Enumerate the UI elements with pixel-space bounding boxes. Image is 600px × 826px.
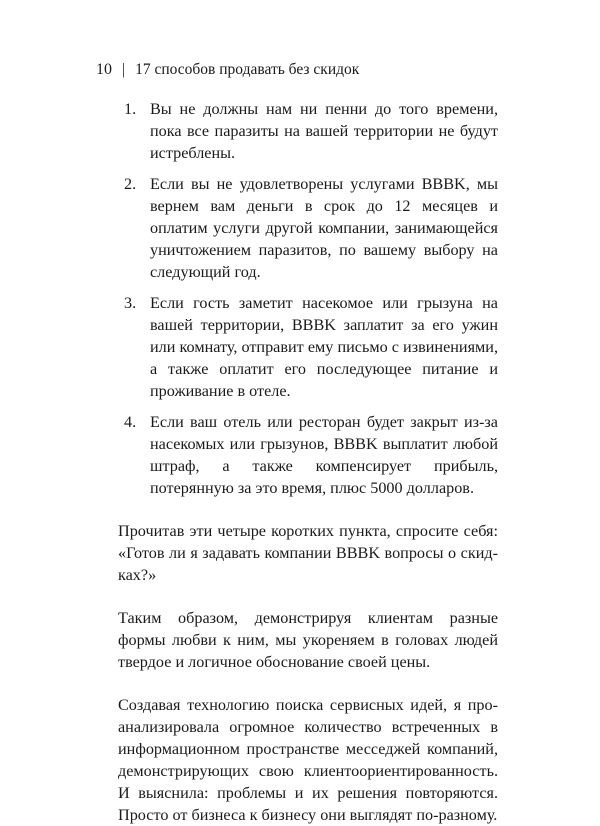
list-item-text: Если вы не удовлетворены услугами BBBK, мы вернем вам деньги в срок до 12 месяцев и оплатим услуги другой компании, занимающейся уничтожением паразитов, по вашему выбору на следующий год.	[150, 175, 498, 281]
list-item-number: 4.	[124, 413, 137, 431]
paragraph: Прочитав эти четыре коротких пункта, спросите себя: «Готов ли я задавать компании BBBK вопросы о скидках?»	[118, 522, 498, 584]
page-body	[118, 98, 498, 826]
list-item	[118, 173, 498, 283]
page-number: 10	[96, 61, 112, 78]
list-item-number: 3.	[124, 294, 137, 312]
paragraph: Создавая технологию поиска сервисных идей, я проанализировала огромное количество встреченных в информационном пространстве месседжей компаний, демонстрирующих свою клиентоориентированность. И выяснила: проблемы и их решения повторяются. Просто от бизнеса к бизнесу они выглядят по-разному.	[118, 696, 498, 824]
numbered-list	[118, 98, 498, 499]
running-head	[96, 60, 359, 80]
list-item-text: Если ваш отель или ресторан будет закрыт из-за насекомых или грызунов, BBBK выплатит любой штраф, а также компенсирует прибыль, потерянную за это время, плюс 5000 долларов.	[150, 413, 498, 497]
list-item-number: 1.	[124, 100, 137, 118]
list-item-text: Вы не должны нам ни пенни до того времени, пока все паразиты на вашей территории не будут истреблены.	[150, 100, 498, 162]
paragraph: Таким образом, демонстрируя клиентам разные формы любви к ним, мы укореняем в головах людей твердое и логичное обоснование своей цены.	[118, 609, 498, 671]
list-item	[118, 98, 498, 164]
book-title: 17 способов продавать без скидок	[135, 61, 360, 78]
header-separator: |	[122, 61, 126, 78]
list-item	[118, 292, 498, 402]
list-item-text: Если гость заметит насекомое или грызуна на вашей территории, BBBK заплатит за его ужин или комнату, отправит ему письмо с извинениями, а также оплатит его последующее питание и проживание в отеле.	[150, 294, 498, 400]
list-item-number: 2.	[124, 175, 137, 193]
list-item	[118, 411, 498, 499]
